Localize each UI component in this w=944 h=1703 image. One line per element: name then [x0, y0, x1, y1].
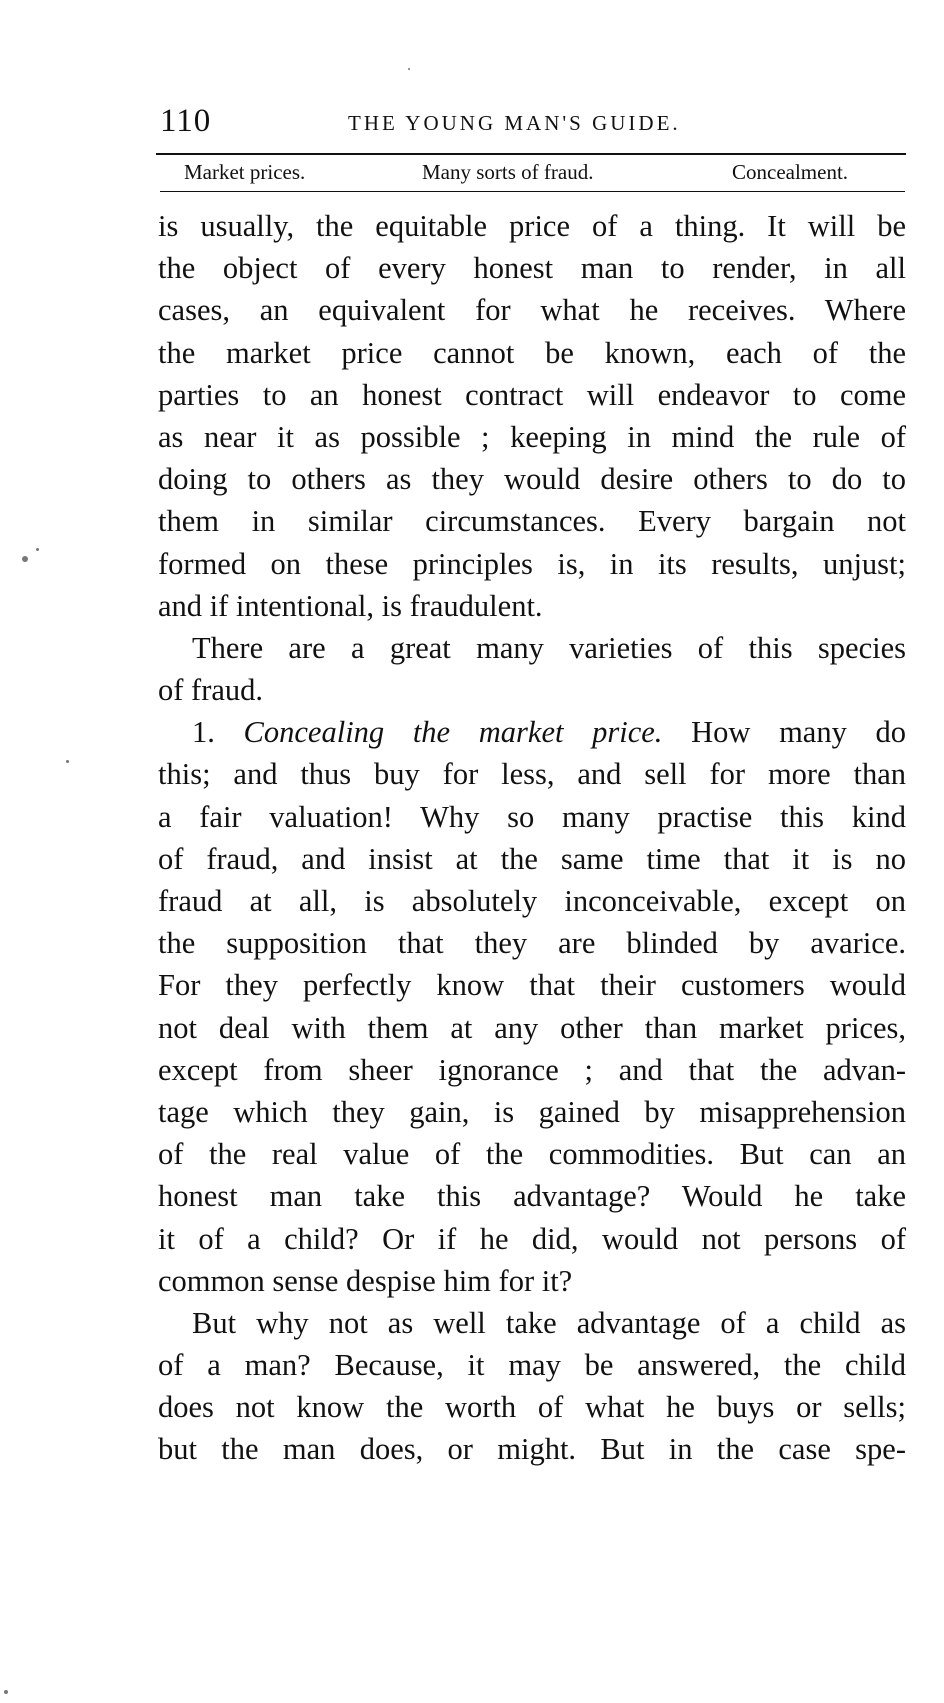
topic-rule-top	[156, 153, 906, 155]
text-line: of fraud.	[158, 673, 264, 708]
text-line: cases, an equivalent for what he receives. Where	[158, 293, 906, 328]
paragraph	[158, 627, 906, 711]
text-line: fraud at all, is absolutely inconceivable, except on	[158, 884, 906, 918]
text-line: parties to an honest contract will endeavor to come	[158, 377, 906, 412]
paragraph	[158, 711, 906, 1302]
text-line: tage which they gain, is gained by misapprehension	[158, 1094, 906, 1129]
body-text	[158, 205, 906, 1471]
text-line: a fair valuation! Why so many practise this kind	[158, 799, 906, 834]
page-number: 110	[160, 103, 212, 139]
text-line: as near it as possible ; keeping in mind the rule of	[158, 419, 906, 454]
text-line: is usually, the equitable price of a thing. It will be	[158, 209, 906, 243]
text-line: But why not as well take advantage of a child as	[192, 1305, 906, 1340]
topic-headings	[160, 156, 905, 188]
topic-market-prices: Market prices.	[184, 160, 306, 184]
text-line: For they perfectly know that their customers would	[158, 968, 906, 1003]
text-line: There are a great many varieties of this species	[192, 630, 906, 665]
topic-rule-bottom	[160, 191, 905, 192]
text-line: of a man? Because, it may be answered, the child	[158, 1348, 906, 1383]
scan-speck	[66, 760, 69, 763]
text-line: of fraud, and insist at the same time that it is no	[158, 841, 906, 876]
text-line: the object of every honest man to render, in all	[158, 251, 906, 286]
scan-speck	[408, 68, 410, 70]
text-line: the market price cannot be known, each of the	[158, 335, 906, 370]
topic-concealment: Concealment.	[732, 160, 849, 184]
scan-speck	[22, 556, 28, 562]
text-line: the supposition that they are blinded by avarice.	[158, 926, 906, 961]
page-header	[160, 101, 890, 141]
text-line: and if intentional, is fraudulent.	[158, 588, 543, 623]
scan-speck	[4, 1690, 8, 1694]
topic-many-sorts-of-fraud: Many sorts of fraud.	[422, 160, 594, 184]
text-line: of the real value of the commodities. But can an	[158, 1137, 906, 1172]
text-line: doing to others as they would desire others to do to	[158, 462, 906, 497]
text-line: but the man does, or might. But in the case spe-	[158, 1432, 906, 1467]
text-line: does not know the worth of what he buys or sells;	[158, 1390, 906, 1425]
text-line: it of a child? Or if he did, would not persons of	[158, 1221, 906, 1256]
text-line: except from sheer ignorance ; and that the advan-	[158, 1052, 906, 1087]
text-line: common sense despise him for it?	[158, 1263, 573, 1298]
paragraph	[158, 205, 906, 627]
item-number: 1.	[192, 715, 215, 750]
text-line	[158, 711, 906, 753]
scan-speck	[36, 548, 39, 551]
text-line: not deal with them at any other than market prices,	[158, 1010, 906, 1045]
text-line: them in similar circumstances. Every bargain not	[158, 504, 906, 539]
running-title: THE YOUNG MAN'S GUIDE.	[348, 111, 681, 135]
text-line: formed on these principles is, in its results, unjust;	[158, 546, 906, 581]
first-line-rest: How many do	[691, 715, 906, 750]
italic-lead: Concealing the market price.	[243, 715, 663, 750]
text-line: this; and thus buy for less, and sell for more than	[158, 757, 906, 792]
paragraph	[158, 1302, 906, 1471]
text-line: honest man take this advantage? Would he take	[158, 1179, 906, 1214]
